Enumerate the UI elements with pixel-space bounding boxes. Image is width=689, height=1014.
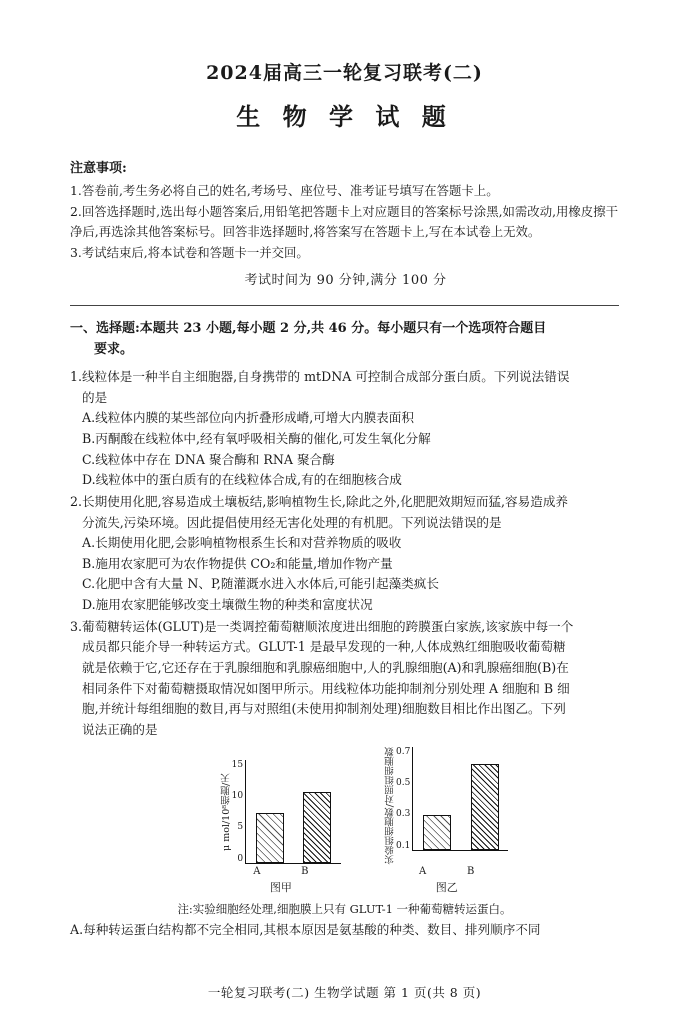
subject-title: 生 物 学 试 题 <box>236 102 453 131</box>
chart-jia-bar-b <box>303 792 331 863</box>
question-1-option-c: C.线粒体中存在 DNA 聚合酶和 RNA 聚合酶 <box>82 451 335 467</box>
section-heading-line2: 要求。 <box>94 342 134 358</box>
question-2-option-a: A.长期使用化肥,会影响植物根系生长和对营养物质的吸收 <box>82 535 402 551</box>
chart-yi-xlabel-a: A <box>419 865 427 877</box>
question-3-stem-line6: 说法正确的是 <box>82 721 158 737</box>
figure-note: 注:实验细胞经处理,细胞膜上只有 GLUT-1 一种葡萄糖转运蛋白。 <box>177 901 512 916</box>
chart-jia-ytick-2: 5 <box>237 822 244 833</box>
question-2-stem-line1: 2.长期使用化肥,容易造成土壤板结,影响植物生长,除此之外,化肥肥效期短而猛,容易造成养 <box>70 493 569 509</box>
question-1-option-a: A.线粒体内膜的某些部位向内折叠形成嵴,可增大内膜表面积 <box>82 410 414 426</box>
notice-item-1: 1.答卷前,考生务必将自己的姓名,考场号、座位号、准考证号填写在答题卡上。 <box>70 183 499 199</box>
chart-yi-plot <box>412 747 508 851</box>
chart-yi-ytick-2: 0.3 <box>396 809 411 820</box>
chart-yi-caption: 图乙 <box>435 880 458 894</box>
question-2-option-c: C.化肥中含有大量 N、P,随灌溉水进入水体后,可能引起藻类疯长 <box>82 576 439 592</box>
chart-yi-ytick-3: 0.1 <box>396 840 411 851</box>
chart-jia-yticks <box>232 760 245 864</box>
chart-jia-ylabel: μ mol/10⁸细胞/天 <box>220 772 232 851</box>
question-2 <box>70 492 625 616</box>
chart-yi-yticks <box>396 747 412 851</box>
question-3-stem-line3: 就是依赖于它,它还存在于乳腺细胞和乳腺癌细胞中,人的乳腺细胞(A)和乳腺癌细胞(B)在 <box>82 660 569 676</box>
exam-info: 考试时间为 90 分钟,满分 100 分 <box>244 273 447 289</box>
divider <box>70 305 619 306</box>
question-3-stem-line5: 胞,并统计每组细胞的数目,再与对照组(未使用抑制剂处理)细胞数目相比作出图乙。下列 <box>82 701 566 717</box>
chart-jia <box>221 760 341 895</box>
question-1 <box>70 367 625 491</box>
chart-jia-ytick-0: 15 <box>231 759 244 770</box>
chart-yi-ylabel: 实验组细胞数/对照组细胞数 <box>385 746 397 864</box>
question-2-option-d: D.施用农家肥能够改变土壤微生物的种类和富度状况 <box>82 597 373 613</box>
chart-yi-xlabel-b: B <box>466 865 475 877</box>
chart-yi-bar-a <box>423 815 451 850</box>
question-3-stem-line2: 成员都只能介导一种转运方式。GLUT-1 是最早发现的一种,人体成熟红细胞吸收葡萄糖 <box>82 639 566 655</box>
notice-section <box>70 158 621 291</box>
figure-row <box>0 747 689 895</box>
question-3-stem-line1: 3.葡萄糖转运体(GLUT)是一类调控葡萄糖顺浓度进出细胞的跨膜蛋白家族,该家族中每一个 <box>70 618 574 634</box>
chart-jia-xlabels <box>233 866 329 877</box>
notice-item-2: 2.回答选择题时,选出每小题答案后,用铅笔把答题卡上对应题目的答案标号涂黑,如需改动,用橡皮擦干净后,再选涂其他答案标号。回答非选择题时,将答案写在答题卡上,写在本试卷上无效。 <box>70 204 618 240</box>
chart-jia-ytick-3: 0 <box>237 853 244 864</box>
question-2-stem-line2: 分流失,污染环境。因此提倡使用经无害化处理的有机肥。下列说法错误的是 <box>82 514 502 530</box>
page-title: 2024届高三一轮复习联考(二) <box>206 62 483 84</box>
chart-yi-ytick-0: 0.7 <box>396 746 411 757</box>
chart-yi-bar-b <box>471 764 499 850</box>
section-heading-line1: 一、选择题:本题共 23 小题,每小题 2 分,共 46 分。每小题只有一个选项符合题目 <box>70 321 547 337</box>
question-1-option-d: D.线粒体中的蛋白质有的在线粒体合成,有的在细胞核合成 <box>82 472 402 488</box>
exam-paper-page <box>0 58 689 1014</box>
question-2-option-b: B.施用农家肥可为农作物提供 CO₂和能量,增加作物产量 <box>82 555 393 571</box>
chart-yi <box>385 747 508 895</box>
question-1-stem-line2: 的是 <box>82 389 108 405</box>
chart-jia-xlabel-a: A <box>253 865 261 877</box>
chart-jia-ytick-1: 10 <box>231 791 244 802</box>
section-heading <box>70 319 621 361</box>
chart-jia-xlabel-b: B <box>301 865 309 877</box>
question-1-stem-line1: 1.线粒体是一种半自主细胞器,自身携带的 mtDNA 可控制合成部分蛋白质。下列说法错误 <box>70 369 570 385</box>
notice-title: 注意事项: <box>70 161 127 176</box>
question-list <box>70 367 625 741</box>
question-3-option-a: A.每种转运蛋白结构都不完全相同,其根本原因是氨基酸的种类、数目、排列顺序不同 <box>70 921 541 937</box>
question-3 <box>70 617 625 741</box>
question-3-stem-line4: 相同条件下对葡萄糖摄取情况如图甲所示。用线粒体功能抑制剂分别处理 A 细胞和 B 细 <box>82 680 570 696</box>
chart-yi-xlabels <box>399 866 495 877</box>
chart-jia-plot <box>245 760 341 864</box>
page-footer: 一轮复习联考(二) 生物学试题 第 1 页(共 8 页) <box>207 985 482 1000</box>
question-1-option-b: B.丙酮酸在线粒体中,经有氧呼吸相关酶的催化,可发生氧化分解 <box>82 430 431 446</box>
chart-jia-caption: 图甲 <box>269 880 292 894</box>
chart-jia-bar-a <box>256 813 284 863</box>
notice-item-3: 3.考试结束后,将本试卷和答题卡一并交回。 <box>70 245 309 261</box>
chart-yi-ytick-1: 0.5 <box>396 777 411 788</box>
